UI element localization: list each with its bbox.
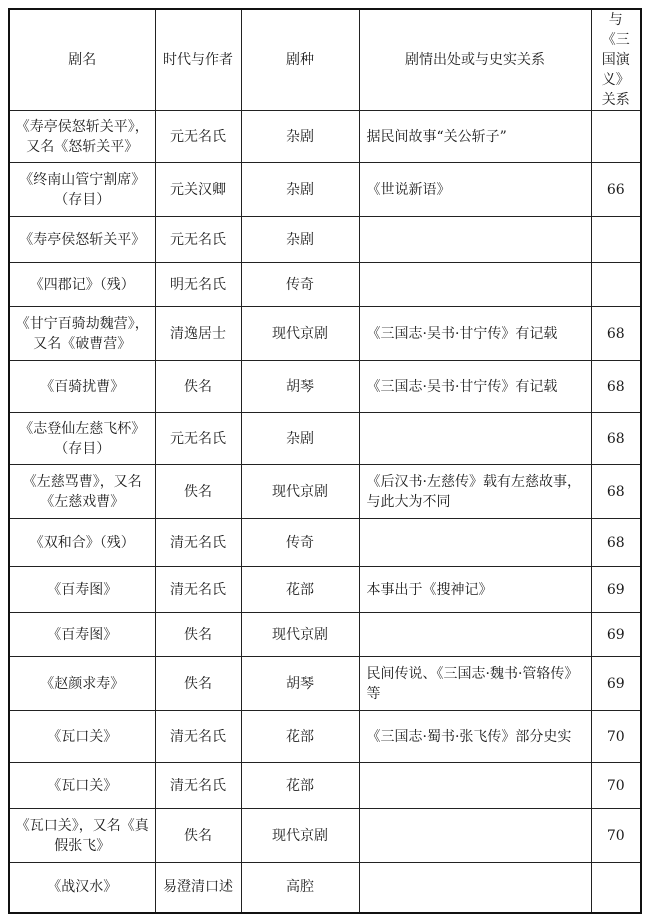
cell-genre: 花部 [241,711,359,763]
cell-name: 《瓦口关》，又名《真假张飞》 [9,809,155,863]
table-row [9,413,641,465]
cell-source: 《三国志·吴书·甘宁传》有记载 [359,307,591,361]
cell-genre: 杂剧 [241,163,359,217]
cell-era-author: 佚名 [155,465,241,519]
cell-name: 《甘宁百骑劫魏营》，又名《破曹营》 [9,307,155,361]
cell-relation: 69 [591,567,641,613]
cell-era-author: 清无名氏 [155,519,241,567]
cell-era-author: 清无名氏 [155,567,241,613]
cell-name: 《双和合》（残） [9,519,155,567]
table-row [9,263,641,307]
cell-genre: 现代京剧 [241,613,359,657]
cell-relation: 68 [591,361,641,413]
cell-source [359,809,591,863]
table-row [9,361,641,413]
cell-relation: 68 [591,307,641,361]
header-name: 剧名 [9,9,155,111]
cell-name: 《瓦口关》 [9,711,155,763]
cell-name: 《志登仙左慈飞杯》（存目） [9,413,155,465]
cell-genre: 传奇 [241,263,359,307]
cell-era-author: 清无名氏 [155,763,241,809]
cell-name: 《百骑扰曹》 [9,361,155,413]
cell-source: 《世说新语》 [359,163,591,217]
table-row [9,307,641,361]
cell-era-author: 元关汉卿 [155,163,241,217]
cell-relation: 69 [591,613,641,657]
cell-era-author: 清逸居士 [155,307,241,361]
cell-name: 《终南山管宁割席》（存目） [9,163,155,217]
cell-relation: 70 [591,711,641,763]
cell-era-author: 清无名氏 [155,711,241,763]
cell-source [359,763,591,809]
cell-relation: 66 [591,163,641,217]
cell-relation [591,217,641,263]
cell-relation: 70 [591,763,641,809]
header-row [9,9,641,111]
table-row [9,809,641,863]
table-row [9,519,641,567]
cell-genre: 杂剧 [241,111,359,163]
cell-era-author: 元无名氏 [155,413,241,465]
cell-source [359,863,591,913]
cell-name: 《四郡记》（残） [9,263,155,307]
cell-relation: 68 [591,413,641,465]
cell-source [359,613,591,657]
cell-source [359,217,591,263]
table-row [9,613,641,657]
table-row [9,657,641,711]
cell-source [359,263,591,307]
cell-era-author: 佚名 [155,361,241,413]
cell-relation: 70 [591,809,641,863]
drama-table [8,8,642,914]
cell-era-author: 元无名氏 [155,217,241,263]
header-genre: 剧种 [241,9,359,111]
cell-source [359,413,591,465]
cell-genre: 花部 [241,763,359,809]
cell-source [359,519,591,567]
cell-era-author: 佚名 [155,657,241,711]
header-era-author: 时代与作者 [155,9,241,111]
cell-era-author: 佚名 [155,809,241,863]
cell-name: 《寿亭侯怒斩关平》 [9,217,155,263]
cell-source: 《后汉书·左慈传》载有左慈故事，与此大为不同 [359,465,591,519]
cell-relation [591,263,641,307]
cell-name: 《左慈骂曹》，又名《左慈戏曹》 [9,465,155,519]
cell-name: 《百寿图》 [9,613,155,657]
cell-relation [591,111,641,163]
drama-table-page [8,8,642,914]
cell-era-author: 元无名氏 [155,111,241,163]
table-row [9,863,641,913]
header-relation [591,9,641,111]
cell-source: 本事出于《搜神记》 [359,567,591,613]
cell-source: 据民间故事“关公斩子” [359,111,591,163]
header-source: 剧情出处或与史实关系 [359,9,591,111]
table-row [9,217,641,263]
table-row [9,111,641,163]
cell-source: 《三国志·吴书·甘宁传》有记载 [359,361,591,413]
cell-relation: 68 [591,465,641,519]
cell-genre: 现代京剧 [241,307,359,361]
cell-genre: 花部 [241,567,359,613]
cell-era-author: 佚名 [155,613,241,657]
cell-name: 《战汉水》 [9,863,155,913]
cell-genre: 现代京剧 [241,465,359,519]
cell-genre: 胡琴 [241,657,359,711]
cell-relation: 69 [591,657,641,711]
table-row [9,711,641,763]
cell-genre: 杂剧 [241,217,359,263]
cell-name: 《瓦口关》 [9,763,155,809]
cell-name: 《赵颜求寿》 [9,657,155,711]
cell-source: 《三国志·蜀书·张飞传》部分史实 [359,711,591,763]
cell-genre: 胡琴 [241,361,359,413]
header-relation-text: 与《三国演义》关系 [601,12,630,108]
cell-genre: 传奇 [241,519,359,567]
table-row [9,163,641,217]
table-row [9,465,641,519]
cell-era-author: 易澄清口述 [155,863,241,913]
cell-name: 《百寿图》 [9,567,155,613]
cell-genre: 现代京剧 [241,809,359,863]
cell-relation [591,863,641,913]
cell-era-author: 明无名氏 [155,263,241,307]
cell-name: 《寿亭侯怒斩关平》，又名《怒斩关平》 [9,111,155,163]
table-row [9,567,641,613]
cell-genre: 高腔 [241,863,359,913]
cell-genre: 杂剧 [241,413,359,465]
table-row [9,763,641,809]
cell-relation: 68 [591,519,641,567]
cell-source: 民间传说、《三国志·魏书·管辂传》等 [359,657,591,711]
